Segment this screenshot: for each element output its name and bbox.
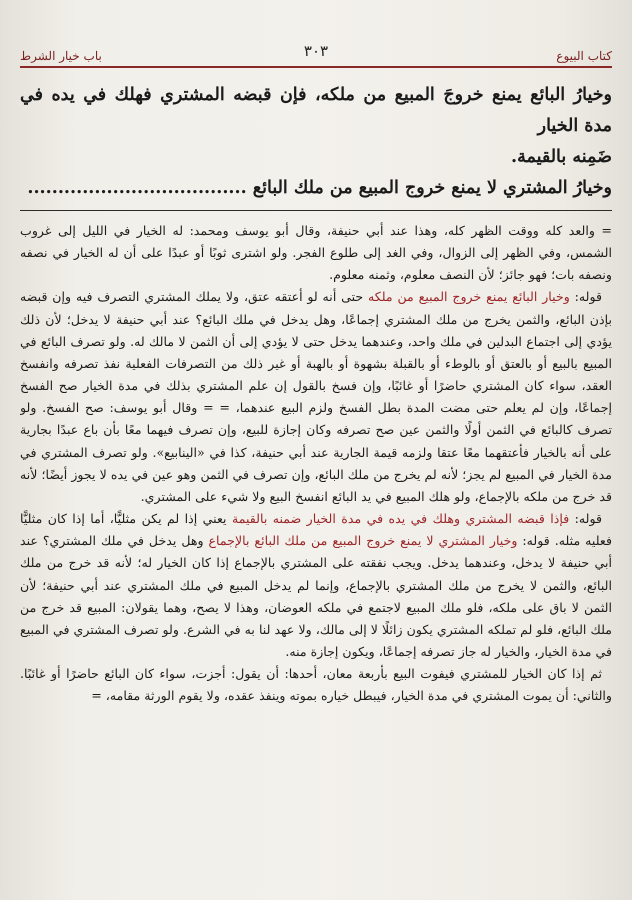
commentary-paragraph-4: ثم إذا كان الخيار للمشتري فيفوت البيع بأربعة معان، أحدها: أن يقول: أجزت، سواء كان البائع حاضرًا أو غائبًا. والثاني: أن يموت المشتري في مدة الخيار، فيبطل خياره بموته وينفذ عقده، ولا يقوم الورثة مقامه، =	[20, 666, 612, 704]
matn-line-3	[20, 173, 612, 204]
matn-line-3-dots: ....................................	[27, 178, 247, 198]
paragraph-3-body: وهل يدخل في ملك المشتري؟ عند أبي حنيفة لا يدخل، وعندهما يدخل. ويجب نفقته على المشتري بالإجماع إذا كان الخيار له؛ لأنه قد خرج من ملك البائع، والثمن لا يخرج من ملك المشتري بالإجماع، وإنما لم يدخل المبيع في ملك المشتري عند أبي حنيفة؛ لأن الثمن لا باق على ملكه، فلو ملك المبيع لاجتمع في ملكه العوضان، وهذا لا يصح، وهما يقولان: المبيع قد خرج من ملك البائع، فلو لم تملكه المشتري يكون زائلًا لا إلى مالك، ولا عهد لنا به في الشرع. ولو تصرف المشتري في المبيع في مدة الخيار، والخيار له جاز تصرفه إجماعًا، ويكون إجازة منه.	[20, 533, 612, 659]
paragraph-2-quote: وخيار البائع يمنع خروج المبيع من ملكه	[368, 289, 570, 305]
header-book-title: كتاب البيوع	[556, 49, 612, 63]
matn-line-3-text: وخيارُ المشتري لا يمنع خروج المبيع من ملك البائع	[252, 178, 612, 198]
matn-line-2: ضَمِنه بالقيمة.	[511, 147, 612, 167]
paragraph-2-body: حتى أنه لو أعتقه عتق، ولا يملك المشتري التصرف فيه وإن قبضه بإذن البائع، والثمن يخرج من ملك المشتري إجماعًا، وهل يدخل في ملك البائع؟ عند أبي حنيفة لا يدخل؛ لأن ذلك يؤدي إلى اجتماع البدلين في ملك واحد، وعندهما يدخل حتى لا يؤدي إلى أن الثمن لا مالك له. ولو تصرف البائع في المبيع بالبيع أو بالعتق أو بالوطء أو بالقبلة بشهوة أو بالهبة أو غير ذلك من التصرفات الفعلية نفذ تصرفه وانفسخ العقد، سواء كان المشتري حاضرًا أو غائبًا، وإن فسخ بالقول إن علم المشتري بذلك في مدة الخيار صح الفسخ إجماعًا، وإن لم يعلم حتى مضت المدة بطل الفسخ ولزم البيع عندهما، = = وقال أبو يوسف: صح الفسخ. ولو تصرف كالبائع في الثمن أولًا والثمن عين صح تصرفه وكان إجازة للبيع، وإن تصرف فيهما معًا بأن باع عبدًا بجارية على أنه بالخيار فأعتقهما معًا عتقا ولزمه قيمة الجارية عند أبي حنيفة، كذا في «الينابيع». ولو تصرف المشتري في مدة الخيار في المبيع لم يجز؛ لأنه لم يخرج من ملك البائع، وإن تصرف في الثمن وهو عين في يده لا يجوز أيضًا؛ لأنه قد خرج من ملكه بالإجماع، ولو هلك المبيع في يد البائع انفسخ البيع ولا شيء على المشتري.	[20, 289, 612, 504]
page-number: ٣٠٣	[303, 42, 329, 60]
commentary-paragraph-1: = والعد كله ووقت الظهر كله، وهذا عند أبي حنيفة، وقال أبو يوسف ومحمد: له الخيار في الليل إلى غروب الشمس، وفي الظهر إلى الزوال، وفي الغد إلى طلوع الفجر. ولو اشترى ثوبًا أو عبدًا على أن له الخيار في نصفه ونصفه بات؛ فهو جائز؛ لأن النصف معلوم، وثمنه معلوم.	[20, 223, 612, 283]
matn-line-1: وخيارُ البائع يمنع خروجَ المبيع من ملكه، فإن قبضه المشتري فهلك في يده في مدة الخيار	[20, 85, 612, 136]
commentary-paragraph-3	[20, 508, 612, 663]
paragraph-3-quote-2: وخيار المشتري لا يمنع خروج المبيع من ملك البائع بالإجماع	[208, 533, 518, 549]
paragraph-3-quote-1: فإذا قبضه المشتري وهلك في يده في مدة الخيار ضمنه بالقيمة	[231, 511, 570, 527]
header-chapter-title: باب خيار الشرط	[20, 49, 102, 63]
paragraph-2-label: قوله:	[569, 289, 602, 305]
running-header	[20, 40, 612, 68]
paragraph-3-label: قوله:	[569, 511, 602, 527]
commentary-text	[20, 220, 612, 880]
section-divider	[20, 210, 612, 211]
commentary-paragraph-2	[20, 286, 612, 508]
paragraph-3-middle: يعني إذا لم يكن مثليًّا، أما إذا كان مثليًّا فعليه مثله. قوله:	[20, 511, 612, 549]
main-text	[20, 80, 612, 204]
